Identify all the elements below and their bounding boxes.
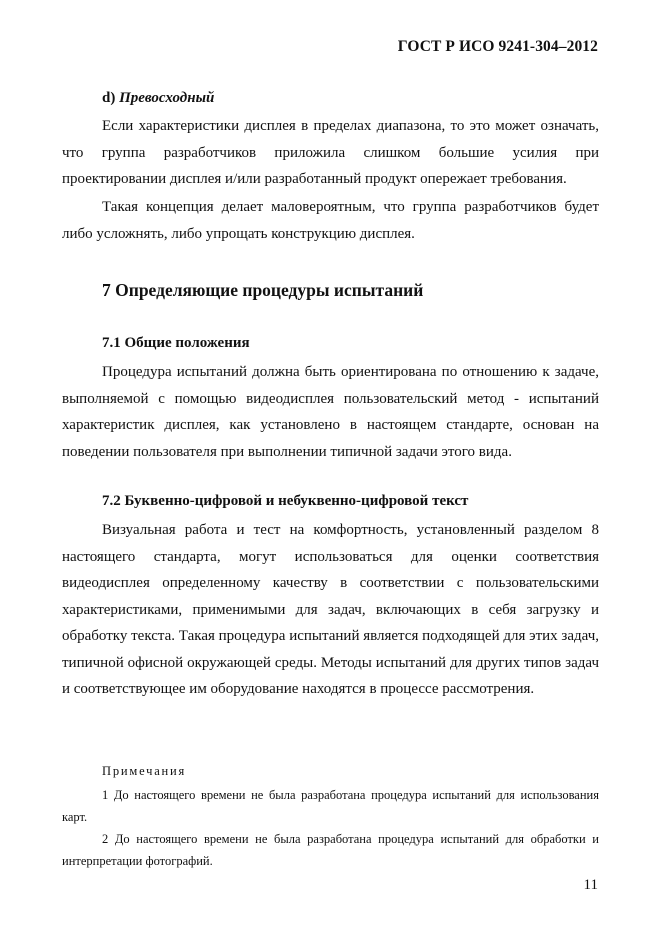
section-7-2-heading: 7.2 Буквенно-цифровой и небуквенно-цифровой текст: [102, 493, 469, 509]
subsection-d-title: Превосходный: [119, 90, 215, 106]
section-7-1-heading: 7.1 Общие положения: [102, 335, 250, 351]
standard-code-header: ГОСТ Р ИСО 9241-304–2012: [397, 38, 598, 55]
paragraph-d-1: Если характеристики дисплея в пределах диапазона, то это может означать, что группа разработчиков приложила слишком большие усилия при проектировании дисплея и/или разработанный продукт опережает требования.: [62, 118, 599, 187]
subsection-d-prefix: d): [102, 90, 116, 106]
section-7-2-text: Визуальная работа и тест на комфортность, установленный разделом 8 настоящего стандарта, могут использоваться для оценки соответствия видеодисплея определенному качеству в соответствии с пользовательскими характеристиками, применимыми для задач, включающих в себя загрузку и обработку текста. Такая процедура испытаний является подходящей для этих задач, типичной офисной окружающей среды. Методы испытаний для других типов задач и соответствующее им оборудование находятся в процессе рассмотрения.: [62, 522, 599, 697]
section-7-heading: 7 Определяющие процедуры испытаний: [102, 280, 424, 300]
page-number: 11: [583, 877, 598, 893]
note-1: 1 До настоящего времени не была разработана процедура испытаний для использования карт.: [62, 788, 599, 824]
section-7-1-text: Процедура испытаний должна быть ориентирована по отношению к задаче, выполняемой с помощью видеодисплея пользовательский метод - испытаний характеристик дисплея, как установлено в настоящем стандарте, основан на поведении пользователя при выполнении типичной задачи этого вида.: [62, 364, 599, 460]
paragraph-d-2: Такая концепция делает маловероятным, что группа разработчиков будет либо усложнять, либо упрощать конструкцию дисплея.: [62, 199, 599, 242]
note-2: 2 До настоящего времени не была разработана процедура испытаний для обработки и интерпретации фотографий.: [62, 832, 599, 868]
notes-title: Примечания: [102, 764, 187, 778]
subsection-d-heading: [102, 90, 214, 107]
